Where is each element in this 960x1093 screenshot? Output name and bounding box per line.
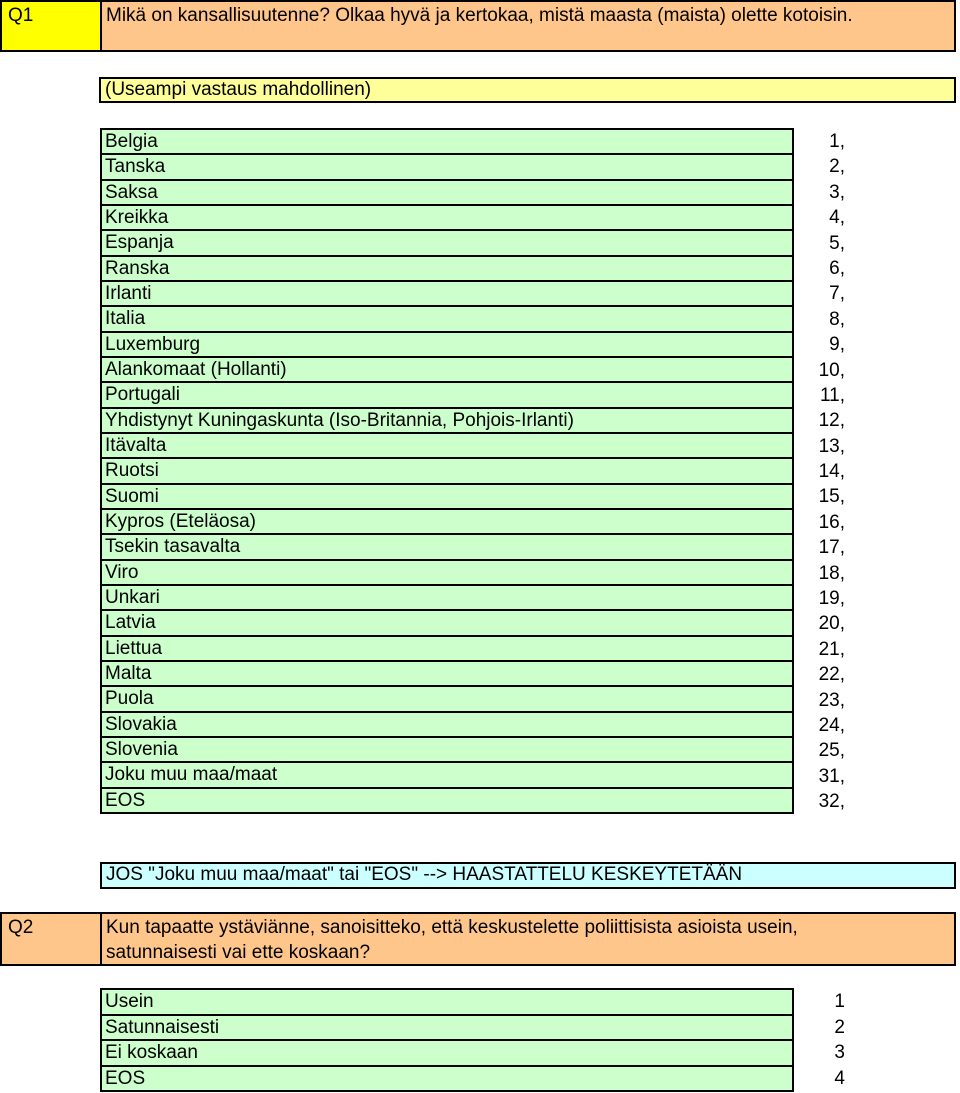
q1-option-label: Puola xyxy=(102,687,792,710)
q1-option-label: Liettua xyxy=(102,637,792,660)
q1-option-label: Luxemburg xyxy=(102,333,792,356)
q1-option-label: Latvia xyxy=(102,611,792,634)
q1-option-code: 15, xyxy=(818,486,845,508)
q1-option-code: 19, xyxy=(818,588,845,610)
q1-option-label: Itävalta xyxy=(102,434,792,457)
routing-note-text: JOS "Joku muu maa/maat" tai "EOS" --> HAASTATTELU KESKEYTETÄÄN xyxy=(106,864,743,885)
q1-question-text: Mikä on kansallisuutenne? Olkaa hyvä ja kertokaa, mistä maasta (maista) olette kotoisin. xyxy=(106,5,853,26)
q1-option-code: 3, xyxy=(829,181,845,203)
q1-option-code: 25, xyxy=(818,740,845,762)
q1-option-label: Ranska xyxy=(102,257,792,280)
q2-option-label: Usein xyxy=(102,990,792,1014)
q1-option-code: 9, xyxy=(829,334,845,356)
q1-option-label: Ruotsi xyxy=(102,459,792,482)
q1-id-cell xyxy=(0,0,102,52)
q1-option-code: 6, xyxy=(829,257,845,279)
q1-option-label: Alankomaat (Hollanti) xyxy=(102,358,792,381)
q2-option-code: 1 xyxy=(834,991,845,1012)
q1-option-code: 32, xyxy=(818,791,845,813)
q1-option-label: Espanja xyxy=(102,231,792,254)
q1-option-code: 7, xyxy=(829,283,845,305)
q1-option-label: Yhdistynyt Kuningaskunta (Iso-Britannia, Pohjois-Irlanti) xyxy=(102,409,792,432)
q1-option-code: 14, xyxy=(818,461,845,483)
q2-option-label: EOS xyxy=(102,1067,792,1091)
q1-option-label: Kypros (Eteläosa) xyxy=(102,510,792,533)
q1-option-code: 1, xyxy=(829,131,845,152)
q1-option-label: Portugali xyxy=(102,383,792,406)
q1-codes-column xyxy=(800,128,845,814)
q1-option-code: 5, xyxy=(829,232,845,254)
q1-option-label: Italia xyxy=(102,307,792,330)
q2-option-code: 3 xyxy=(834,1042,845,1063)
q1-id: Q1 xyxy=(8,5,34,26)
q1-option-code: 20, xyxy=(818,613,845,635)
q1-option-code: 4, xyxy=(829,207,845,229)
q1-option-label: Saksa xyxy=(102,181,792,204)
q1-option-code: 13, xyxy=(818,435,845,457)
q1-option-label: Suomi xyxy=(102,485,792,508)
q1-option-code: 21, xyxy=(818,638,845,660)
q2-option-code: 2 xyxy=(834,1016,845,1038)
q1-option-label: Kreikka xyxy=(102,206,792,229)
q2-codes-column xyxy=(800,988,845,1090)
q1-option-label: Tsekin tasavalta xyxy=(102,535,792,558)
q1-option-code: 23, xyxy=(818,689,845,711)
q1-option-code: 17, xyxy=(818,537,845,559)
q1-option-label: Slovenia xyxy=(102,738,792,761)
q2-options-list xyxy=(100,988,794,1092)
q1-option-code: 10, xyxy=(818,359,845,381)
q1-option-code: 12, xyxy=(818,410,845,432)
q1-option-label: Viro xyxy=(102,561,792,584)
q2-id: Q2 xyxy=(8,917,34,938)
q1-option-label: Unkari xyxy=(102,586,792,609)
q1-question-cell xyxy=(100,0,956,52)
q1-option-label: Slovakia xyxy=(102,713,792,736)
q2-id-cell xyxy=(0,912,102,966)
q1-option-code: 11, xyxy=(819,384,845,406)
q1-option-label: EOS xyxy=(102,789,792,812)
q1-option-code: 16, xyxy=(818,511,845,533)
q1-option-label: Joku muu maa/maat xyxy=(102,763,792,786)
q2-question-line1: Kun tapaatte ystäviänne, sanoisitteko, että keskustelette poliittisista asioista usein, xyxy=(106,917,798,938)
q2-option-code: 4 xyxy=(834,1067,845,1089)
q2-question-line2: satunnaisesti vai ette koskaan? xyxy=(106,942,371,963)
routing-note-cell xyxy=(100,862,956,889)
q2-question-cell xyxy=(100,912,956,966)
q1-option-label: Tanska xyxy=(102,155,792,178)
q1-instruction-cell xyxy=(99,77,956,103)
q1-option-code: 24, xyxy=(818,714,845,736)
q1-option-label: Malta xyxy=(102,662,792,685)
q1-option-code: 22, xyxy=(818,664,845,686)
q1-option-label: Belgia xyxy=(102,130,792,153)
q1-instruction-text: (Useampi vastaus mahdollinen) xyxy=(105,79,372,100)
q2-option-label: Satunnaisesti xyxy=(102,1016,792,1040)
q2-option-label: Ei koskaan xyxy=(102,1041,792,1065)
q1-option-code: 31, xyxy=(818,765,845,787)
q1-option-label: Irlanti xyxy=(102,282,792,305)
q1-option-code: 2, xyxy=(829,156,845,178)
q1-option-code: 8, xyxy=(829,308,845,330)
q1-options-list xyxy=(100,128,794,814)
q1-option-code: 18, xyxy=(818,562,845,584)
